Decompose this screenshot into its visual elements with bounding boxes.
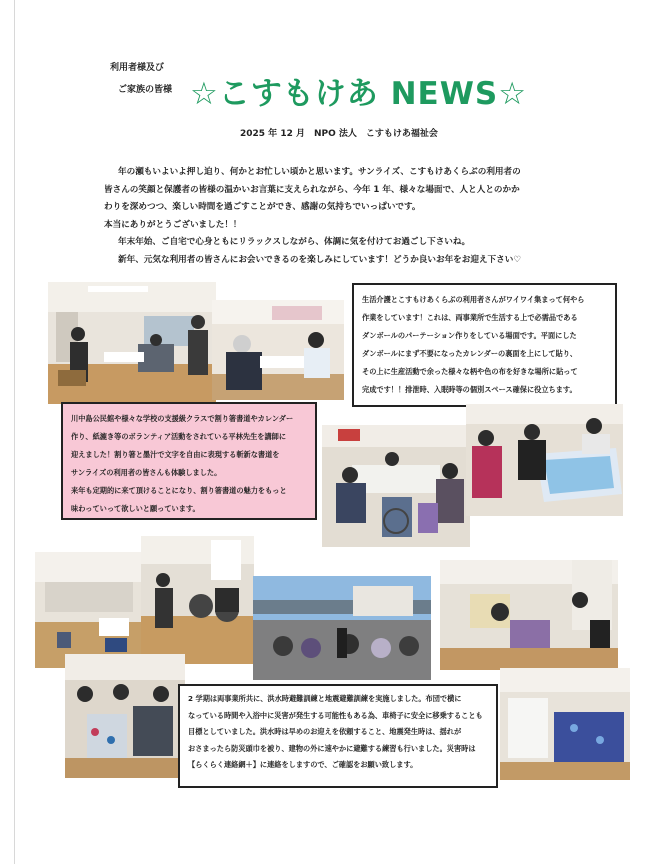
note-line: 完成です！！排泄時、入眠時等の個別スペース確保に役立ちます。 (362, 385, 577, 394)
evacuation-drill-note (178, 684, 498, 788)
note-line: 迎えました！割り箸と墨汁で文字を自由に表現する斬新な書道を (71, 450, 280, 459)
photo-futon-drill (500, 668, 630, 780)
note-line: ダンボールにまず不要になったカレンダーの裏面を上にして貼り、 (362, 349, 578, 358)
photo-partition-making (466, 404, 623, 516)
note-line: なっている時間や入浴中に災害が発生する可能性もある為、車椅子に安全に移乗することも (188, 710, 483, 720)
note-line: 味わっていって欲しいと願っています。 (71, 504, 200, 513)
note-line: その上に生産活動で余った様々な柄や色の布を好きな場所に貼って (362, 367, 578, 376)
photo-outdoor-evacuation (253, 576, 431, 680)
photo-table-activity (212, 300, 344, 400)
note-line: 作り、紙漉き等のボランティア活動をされている平林先生を講師に (71, 432, 287, 441)
photo-workshop-room (48, 282, 216, 404)
note-line: 作業をしています！これは、両事業所で生活する上で必需品である (362, 313, 578, 322)
intro-line: 年末年始、ご自宅で心身ともにリラックスしながら、体調に気を付けてお過ごし下さいね。 (118, 237, 471, 248)
page-edge-line (14, 0, 15, 864)
note-line: 生活介護とこすもけあくらぶの利用者さんがワイワイ集まって何やら (362, 295, 585, 304)
note-line: 来年も定期的に来て頂けることになり、割り箸書道の魅力をもっと (71, 486, 287, 495)
photo-wheelchairs-hallway (141, 536, 254, 664)
note-line: サンライズの利用者の皆さんも体験しました。 (71, 468, 222, 477)
intro-line: 本当にありがとうございました！！ (104, 219, 242, 230)
note-line: おさまったら防災頭巾を被り、建物の外に速やかに避難する練習も行いました。災害時は (188, 743, 476, 753)
photo-drill-gathering (65, 654, 185, 778)
note-line: 【らくらく連絡網＋】に連絡をしますので、ご確認をお願い致します。 (188, 760, 418, 770)
newsletter-title: ☆こすもけあ NEWS☆ (190, 76, 528, 112)
calligraphy-note (61, 402, 317, 520)
addressee-line-2: ご家族の皆様 (118, 85, 173, 95)
note-line: 川中島公民館や様々な学校の支援級クラスで割り箸書道やカレンダー (71, 414, 294, 423)
addressee-line-1: 利用者様及び (110, 63, 165, 73)
photo-group-craft (322, 425, 470, 547)
intro-line: 新年、元気な利用者の皆さんにお会いできるのを楽しみにしています！どうか良いお年をお迎え下さい♡ (118, 254, 522, 265)
partition-activity-note (352, 283, 617, 407)
intro-line: 皆さんの笑顔と保護者の皆様の温かいお言葉に支えられながら、今年 1 年、様々な場面で、人と人とのかか (104, 184, 520, 195)
intro-line: 年の瀬もいよいよ押し迫り、何かとお忙しい頃かと思います。サンライズ、こすもけあくらぶの利用者の (118, 167, 521, 177)
photo-wheelchair-group (440, 560, 618, 670)
note-line: 2 学期は両事業所共に、洪水時避難訓練と地震避難訓練を実施しました。布団で横に (188, 694, 462, 703)
note-line: ダンボールのパーテーション作りをしている場面です。平面にした (362, 331, 577, 340)
photo-hallway-drill (35, 552, 143, 668)
newsletter-subtitle: 2025 年 12 月 NPO 法人 こすもけあ福祉会 (240, 129, 438, 139)
intro-line: わりを深めつつ、楽しい時間を過ごすことができ、感謝の気持ちでいっぱいです。 (104, 202, 421, 213)
intro-text (104, 164, 574, 270)
note-line: 目標としていました。洪水時は早めのお迎えを依頼すること、地震発生時は、揺れが (188, 727, 462, 737)
